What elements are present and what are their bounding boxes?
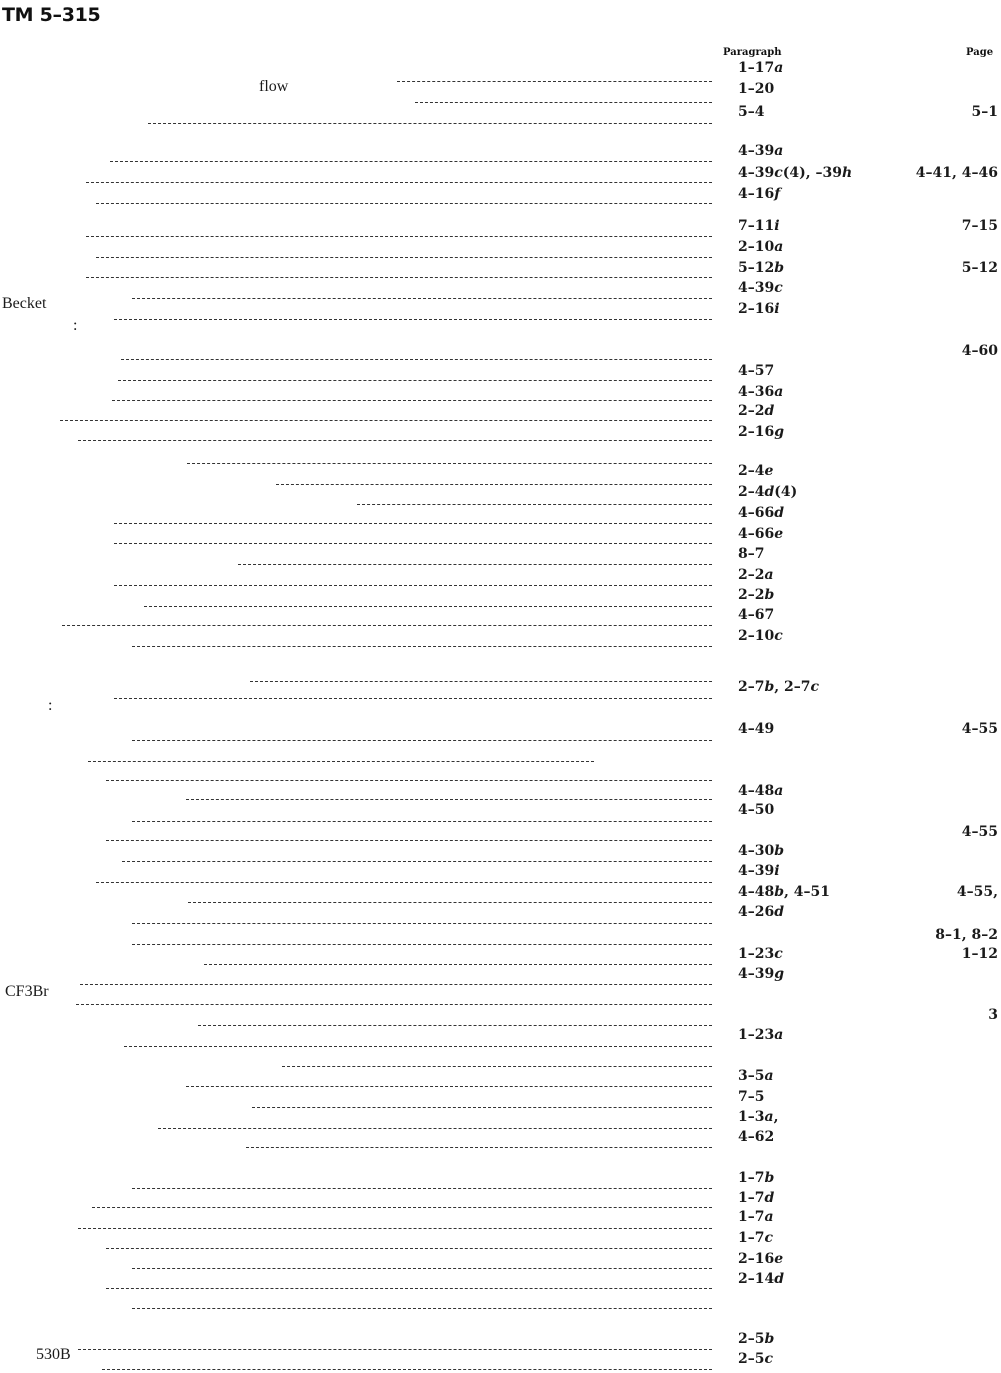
paragraph-ref: 4–39g <box>738 966 785 982</box>
paragraph-ref: 2–5b <box>738 1331 775 1347</box>
leader-line <box>122 861 712 862</box>
leader-line <box>132 944 712 945</box>
paragraph-ref: 4–39c(4), –39h <box>738 165 853 181</box>
page-ref: 4–55, <box>956 884 998 900</box>
leader-line <box>124 1046 712 1047</box>
paragraph-ref: 3–5a <box>738 1068 774 1084</box>
paragraph-ref: 1–7c <box>738 1230 774 1246</box>
leader-line <box>96 203 712 204</box>
paragraph-ref: 4–62 <box>738 1129 775 1145</box>
leader-line <box>132 1308 712 1309</box>
column-heading-paragraph: Paragraph <box>723 47 782 58</box>
paragraph-ref: 4–49 <box>738 721 775 737</box>
paragraph-ref: 2–2a <box>738 567 774 583</box>
column-heading-page: Page <box>966 47 994 58</box>
leader-line <box>276 484 712 485</box>
leader-line <box>204 964 712 965</box>
leader-line <box>132 740 712 741</box>
index-term-fragment: : <box>48 697 53 714</box>
paragraph-ref: 2–5c <box>738 1351 774 1367</box>
paragraph-ref: 4–50 <box>738 802 775 818</box>
index-term-fragment: flow <box>259 78 289 95</box>
paragraph-ref: 1–7a <box>738 1209 774 1225</box>
paragraph-ref: 2–4d(4) <box>738 484 798 500</box>
leader-line <box>282 1066 712 1067</box>
paragraph-ref: 4–26d <box>738 904 785 920</box>
leader-line <box>132 1188 712 1189</box>
paragraph-ref: 1–7b <box>738 1170 775 1186</box>
index-term-fragment: : <box>73 317 78 334</box>
paragraph-ref: 5–12b <box>738 260 785 276</box>
paragraph-ref: 4–39a <box>738 143 784 159</box>
index-term-fragment: Becket <box>2 295 47 312</box>
paragraph-ref: 2–14d <box>738 1271 785 1287</box>
leader-line <box>88 761 594 762</box>
leader-line <box>86 182 712 183</box>
leader-line <box>121 359 712 360</box>
leader-line <box>198 1025 712 1026</box>
paragraph-ref: 7–11i <box>738 218 780 234</box>
leader-line <box>110 161 712 162</box>
paragraph-ref: 2–2d <box>738 403 775 419</box>
paragraph-ref: 7–5 <box>738 1089 765 1105</box>
leader-line <box>118 380 712 381</box>
leader-line <box>250 681 712 682</box>
leader-line <box>78 440 712 441</box>
paragraph-ref: 4–66e <box>738 526 784 542</box>
leader-line <box>238 564 712 565</box>
paragraph-ref: 1–23a <box>738 1027 784 1043</box>
page-ref: 4–60 <box>961 343 998 359</box>
paragraph-ref: 2–7b, 2–7c <box>738 679 820 695</box>
leader-line <box>114 523 712 524</box>
paragraph-ref: 4–36a <box>738 384 784 400</box>
paragraph-ref: 4–48b, 4–51 <box>738 884 831 900</box>
leader-line <box>96 257 712 258</box>
leader-line <box>415 102 712 103</box>
leader-line <box>114 543 712 544</box>
leader-line <box>78 1349 712 1350</box>
paragraph-ref: 2–10c <box>738 628 783 644</box>
paragraph-ref: 1–23c <box>738 946 783 962</box>
leader-line <box>78 1228 712 1229</box>
paragraph-ref: 2–10a <box>738 239 784 255</box>
leader-line <box>80 984 712 985</box>
paragraph-ref: 2–4e <box>738 463 774 479</box>
paragraph-ref: 4–67 <box>738 607 775 623</box>
paragraph-ref: 4–66d <box>738 505 785 521</box>
leader-line <box>96 882 712 883</box>
leader-line <box>106 1248 712 1249</box>
paragraph-ref: 4–39i <box>738 863 780 879</box>
leader-line <box>186 799 712 800</box>
paragraph-ref: 8–7 <box>738 546 765 562</box>
paragraph-ref: 2–16g <box>738 424 785 440</box>
leader-line <box>187 463 712 464</box>
leader-line <box>132 923 712 924</box>
leader-line <box>132 298 712 299</box>
page-ref: 5–12 <box>961 260 998 276</box>
index-term-fragment: 530B <box>36 1346 71 1363</box>
leader-line <box>106 1288 712 1289</box>
leader-line <box>92 1207 712 1208</box>
paragraph-ref: 2–2b <box>738 587 775 603</box>
leader-line <box>188 902 712 903</box>
leader-line <box>114 585 712 586</box>
leader-line <box>86 277 712 278</box>
leader-line <box>106 780 712 781</box>
paragraph-ref: 4–16f <box>738 186 781 202</box>
leader-line <box>132 821 712 822</box>
paragraph-ref: 2–16e <box>738 1251 784 1267</box>
leader-line <box>144 606 712 607</box>
paragraph-ref: 1–3a, <box>738 1109 779 1125</box>
leader-line <box>76 1004 712 1005</box>
leader-line <box>106 840 712 841</box>
page-ref: 4–41, 4–46 <box>915 165 998 181</box>
page-ref: 4–55 <box>961 721 998 737</box>
leader-line <box>60 420 712 421</box>
leader-line <box>397 81 712 82</box>
paragraph-ref: 5–4 <box>738 104 765 120</box>
leader-line <box>114 698 712 699</box>
leader-line <box>252 1107 712 1108</box>
leader-line <box>62 625 712 626</box>
paragraph-ref: 4–30b <box>738 843 785 859</box>
leader-line <box>186 1086 712 1087</box>
paragraph-ref: 4–57 <box>738 363 775 379</box>
leader-line <box>357 504 712 505</box>
paragraph-ref: 1–7d <box>738 1190 775 1206</box>
leader-line <box>148 123 712 124</box>
page-ref: 8–1, 8–2 <box>935 927 998 943</box>
leader-line <box>112 400 712 401</box>
leader-line <box>246 1147 712 1148</box>
leader-line <box>158 1128 712 1129</box>
paragraph-ref: 4–39c <box>738 280 783 296</box>
leader-line <box>86 236 712 237</box>
page-ref: 5–1 <box>971 104 998 120</box>
document-id: TM 5–315 <box>2 4 101 26</box>
paragraph-ref: 4–48a <box>738 783 784 799</box>
leader-line <box>114 319 712 320</box>
paragraph-ref: 1–17a <box>738 60 784 76</box>
paragraph-ref: 2–16i <box>738 301 780 317</box>
index-term-fragment: CF3Br <box>5 983 49 1000</box>
leader-line <box>102 1369 712 1370</box>
leader-line <box>132 646 712 647</box>
page-ref: 3 <box>988 1007 998 1023</box>
paragraph-ref: 1–20 <box>738 81 775 97</box>
leader-line <box>132 1268 712 1269</box>
page-ref: 7–15 <box>961 218 998 234</box>
page-ref: 4–55 <box>961 824 998 840</box>
page-ref: 1–12 <box>961 946 998 962</box>
